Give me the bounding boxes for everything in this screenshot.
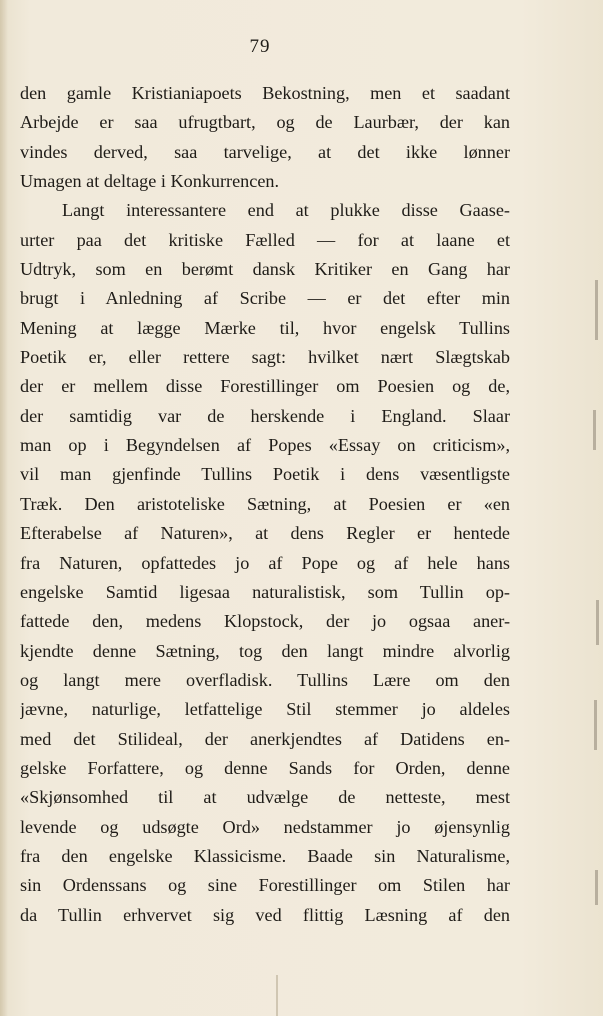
text-line: og langt mere overfladisk. Tullins Lære om den <box>20 669 510 690</box>
text-line: man op i Begyndelsen af Popes «Essay on criticism», <box>20 435 510 456</box>
body-text <box>20 79 510 930</box>
text-line: der samtidig var de herskende i England. Slaar <box>20 405 510 426</box>
text-line: Poetik er, eller rettere sagt: hvilket nært Slægtskab <box>20 347 510 368</box>
text-line: engelske Samtid ligesaa naturalistisk, som Tullin op- <box>20 581 510 602</box>
text-line: fattede den, medens Klopstock, der jo ogsaa aner- <box>20 611 510 632</box>
text-line: den gamle Kristianiapoets Bekostning, men et saadant <box>20 83 510 103</box>
text-line: Udtryk, som en berømt dansk Kritiker en Gang har <box>20 259 510 280</box>
text-line: Langt interessantere end at plukke disse Gaase- <box>62 200 510 221</box>
text-line: kjendte denne Sætning, tog den langt mindre alvorlig <box>20 640 510 661</box>
text-line: vil man gjenfinde Tullins Poetik i dens væsentligste <box>20 464 510 485</box>
text-line: vindes derved, saa tarvelige, at det ikke lønner <box>20 141 510 162</box>
text-line: jævne, naturlige, letfattelige Stil stemmer jo aldeles <box>20 699 510 720</box>
page-edge-marks <box>543 270 603 960</box>
text-line: Arbejde er saa ufrugtbart, og de Laurbær, der kan <box>20 112 510 133</box>
text-line: fra den engelske Klassicisme. Baade sin Naturalisme, <box>20 845 510 866</box>
edge-mark <box>596 600 599 645</box>
text-line: Umagen at deltage i Konkurrencen. <box>20 171 280 192</box>
edge-mark <box>593 410 596 450</box>
page-number: 79 <box>249 36 271 57</box>
text-line: der er mellem disse Forestillinger om Poesien og de, <box>20 376 510 397</box>
text-line: Efterabelse af Naturen», at dens Regler er hentede <box>20 523 510 544</box>
text-line: Mening at lægge Mærke til, hvor engelsk Tullins <box>20 317 510 338</box>
text-line: Træk. Den aristoteliske Sætning, at Poesien er «en <box>20 493 510 514</box>
edge-mark <box>595 870 598 905</box>
page-crease <box>276 975 278 1016</box>
text-line: brugt i Anledning af Scribe — er det efter min <box>20 288 510 309</box>
binding-shadow <box>0 0 8 1016</box>
text-line: fra Naturen, opfattedes jo af Pope og af hele hans <box>20 552 510 573</box>
text-line: «Skjønsomhed til at udvælge de netteste, mest <box>20 787 510 808</box>
text-line: gelske Forfattere, og denne Sands for Orden, denne <box>20 757 510 778</box>
text-line: med det Stilideal, der anerkjendtes af Datidens en- <box>20 728 510 749</box>
text-line: urter paa det kritiske Fælled — for at laane et <box>20 229 510 250</box>
text-line: sin Ordenssans og sine Forestillinger om Stilen har <box>20 875 510 896</box>
edge-mark <box>594 700 597 750</box>
text-line: levende og udsøgte Ord» nedstammer jo øjensynlig <box>20 816 510 837</box>
edge-mark <box>595 280 598 340</box>
text-line: da Tullin erhvervet sig ved flittig Læsning af den <box>20 904 510 925</box>
